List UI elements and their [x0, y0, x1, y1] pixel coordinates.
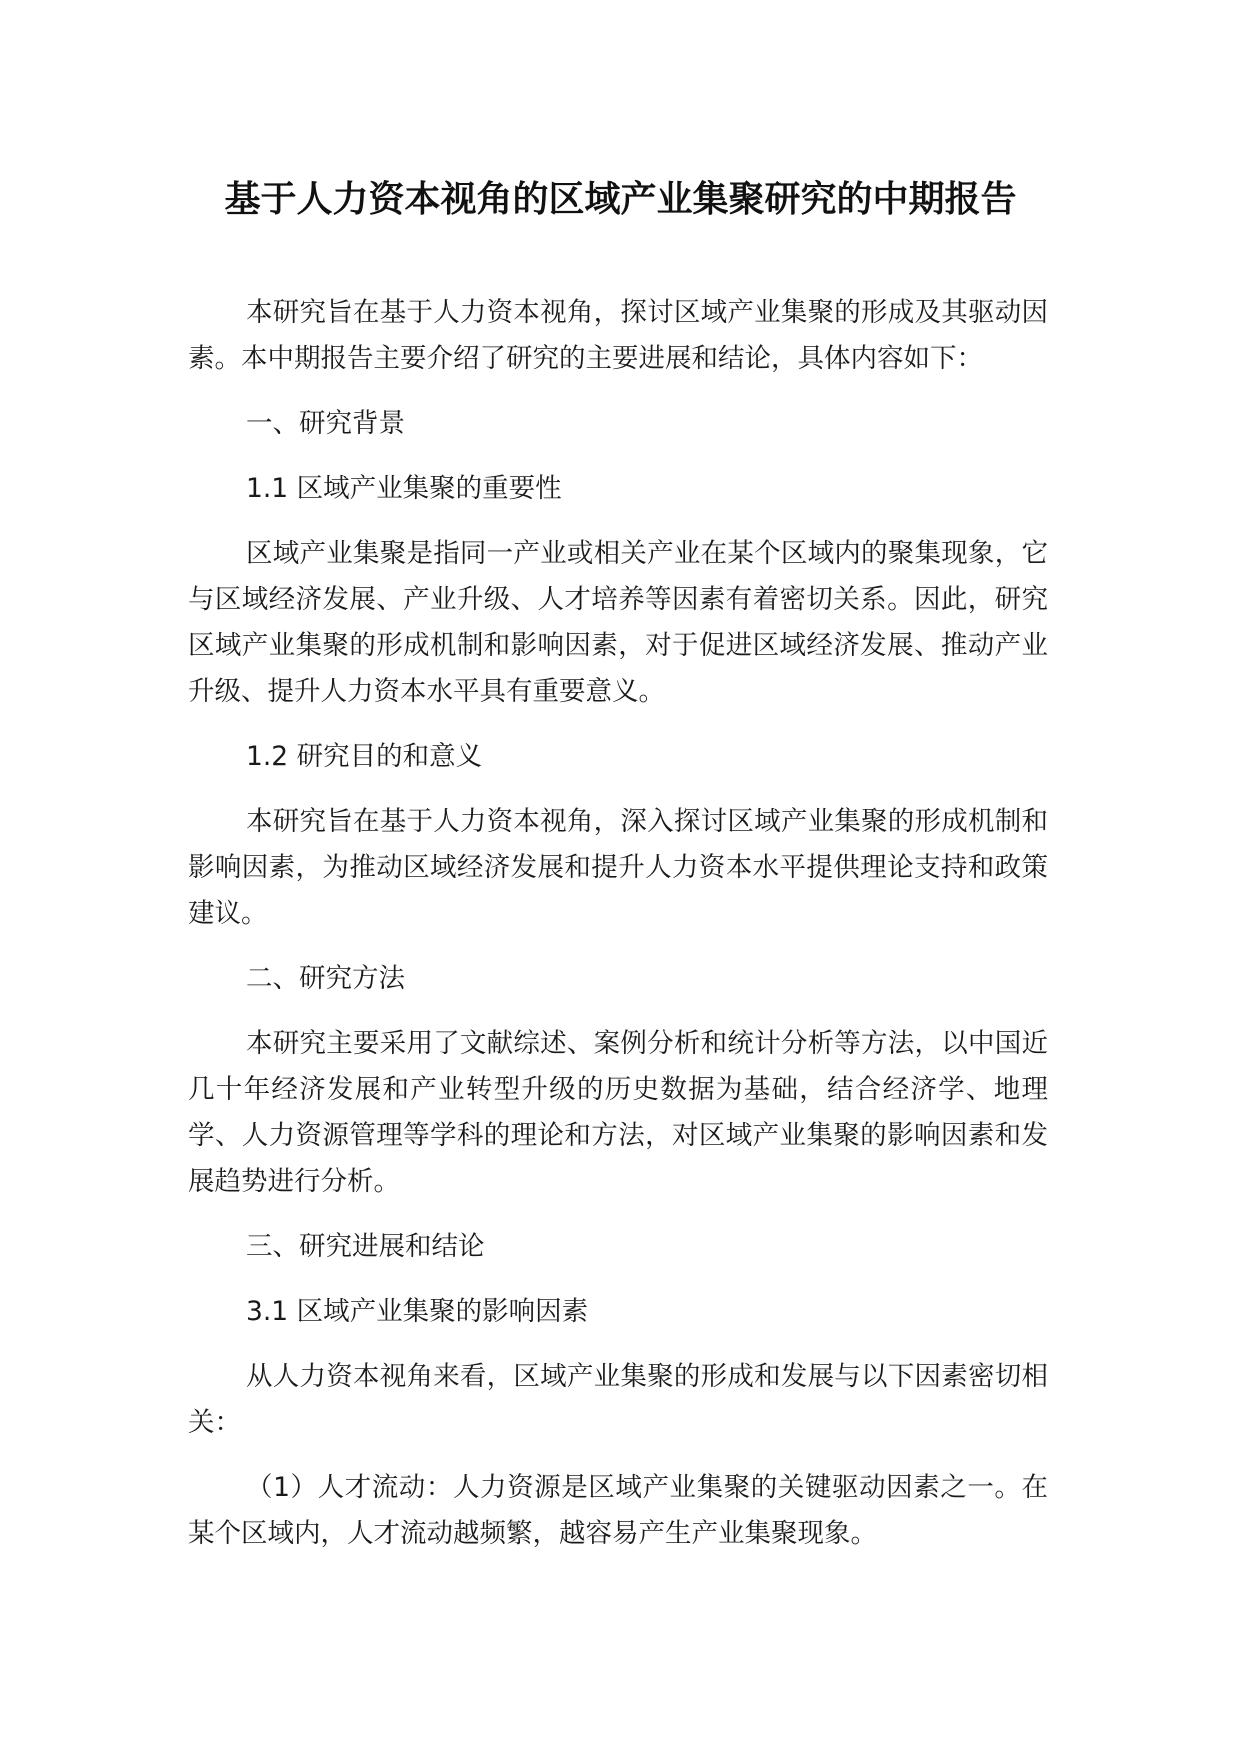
importance-paragraph: 区域产业集聚是指同一产业或相关产业在某个区域内的聚集现象，它与区域经济发展、产业升级、人才培养等因素有着密切关系。因此，研究区域产业集聚的形成机制和影响因素，对于促进区域经济发展、推动产业升级、提升人力资本水平具有重要意义。 [188, 538, 1048, 707]
purpose-paragraph: 本研究旨在基于人力资本视角，深入探讨区域产业集聚的形成机制和影响因素，为推动区域经济发展和提升人力资本水平提供理论支持和政策建议。 [188, 806, 1048, 929]
document-title: 基于人力资本视角的区域产业集聚研究的中期报告 [224, 179, 1017, 220]
section-heading-methods: 二、研究方法 [246, 963, 405, 994]
methods-paragraph: 本研究主要采用了文献综述、案例分析和统计分析等方法，以中国近几十年经济发展和产业转型升级的历史数据为基础，结合经济学、地理学、人力资源管理等学科的理论和方法，对区域产业集聚的影响因素和发展趋势进行分析。 [188, 1028, 1048, 1197]
subsection-heading-importance: 1.1 区域产业集聚的重要性 [246, 473, 562, 504]
subsection-heading-factors: 3.1 区域产业集聚的影响因素 [246, 1296, 589, 1327]
factors-intro-paragraph: 从人力资本视角来看，区域产业集聚的形成和发展与以下因素密切相关： [188, 1361, 1048, 1438]
intro-paragraph: 本研究旨在基于人力资本视角，探讨区域产业集聚的形成及其驱动因素。本中期报告主要介绍了研究的主要进展和结论，具体内容如下： [188, 297, 1048, 374]
section-heading-background: 一、研究背景 [246, 408, 405, 439]
section-heading-progress: 三、研究进展和结论 [246, 1231, 485, 1262]
subsection-heading-purpose: 1.2 研究目的和意义 [246, 741, 483, 772]
factor-talent-flow-paragraph: （1）人才流动：人力资源是区域产业集聚的关键驱动因素之一。在某个区域内，人才流动越频繁，越容易产生产业集聚现象。 [188, 1472, 1048, 1549]
document-body [188, 290, 1048, 1576]
